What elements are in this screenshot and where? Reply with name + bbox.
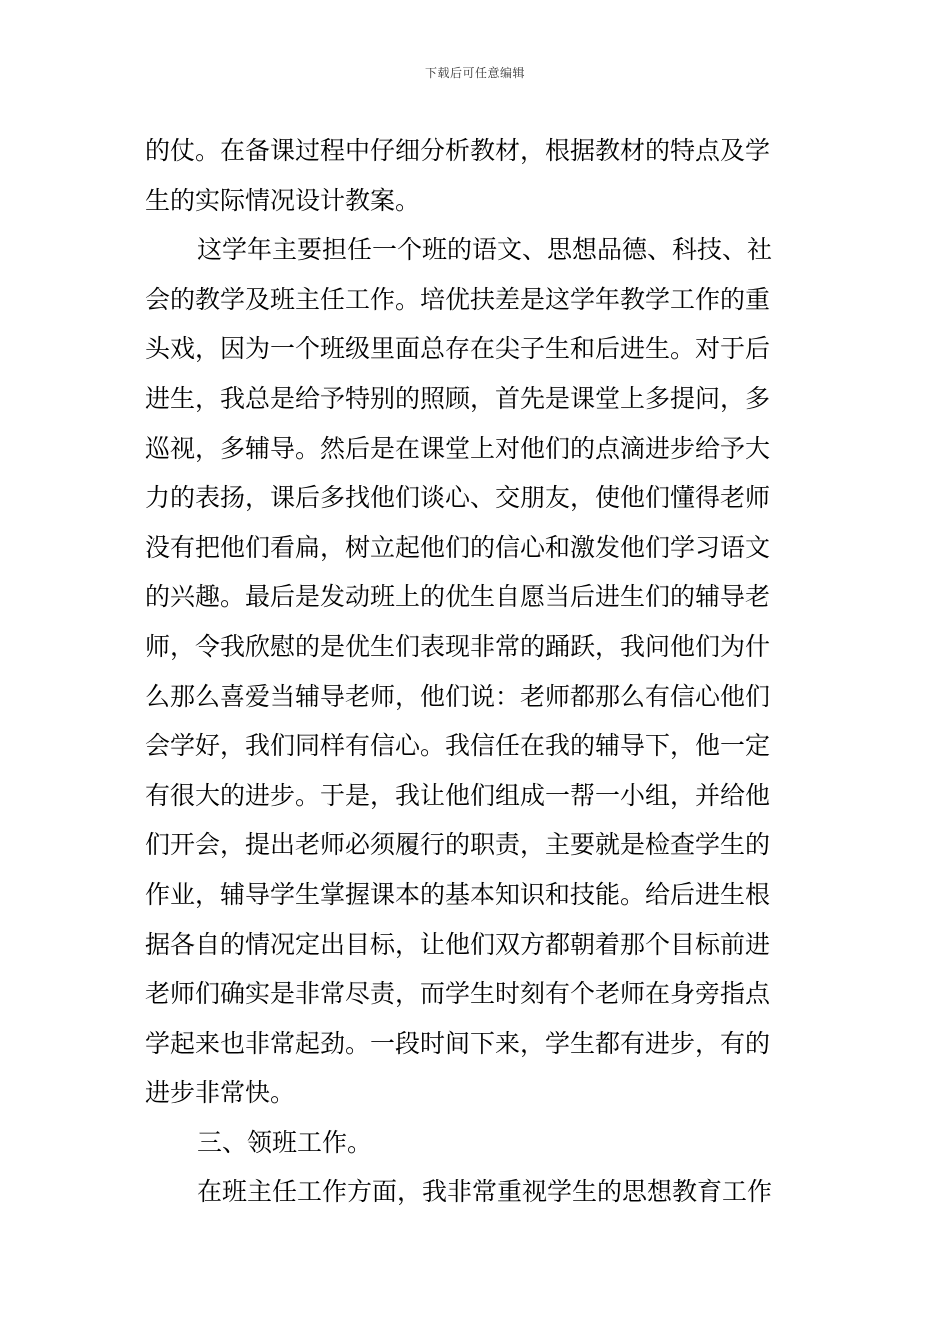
text-line: 们开会，提出老师必须履行的职责，主要就是检查学生的 [145,830,771,860]
document-body [145,126,807,1217]
text-line: 师，令我欣慰的是优生们表现非常的踊跃，我问他们为什 [145,631,771,661]
text-line: 老师们确实是非常尽责，而学生时刻有个老师在身旁指点 [145,979,771,1009]
paragraph-start-line: 这学年主要担任一个班的语文、思想品德、科技、社 [197,235,773,265]
text-line: 据各自的情况定出目标，让他们双方都朝着那个目标前进 [145,929,771,959]
page-header-note: 下载后可任意编辑 [424,66,525,80]
text-line: 没有把他们看扁，树立起他们的信心和激发他们学习语文 [145,532,771,562]
text-line: 么那么喜爱当辅导老师，他们说：老师都那么有信心他们 [145,681,771,711]
text-line: 头戏，因为一个班级里面总存在尖子生和后进生。对于后 [145,334,771,364]
paragraph-start-line: 在班主任工作方面，我非常重视学生的思想教育工作 [197,1177,773,1207]
text-line: 会学好，我们同样有信心。我信任在我的辅导下，他一定 [145,731,771,761]
text-line: 进步非常快。 [145,1078,296,1108]
text-line: 的仗。在备课过程中仔细分析教材，根据教材的特点及学 [145,136,771,165]
text-line: 学起来也非常起劲。一段时间下来，学生都有进步，有的 [145,1028,771,1058]
text-line: 的兴趣。最后是发动班上的优生自愿当后进生们的辅导老 [145,582,771,612]
section-heading: 三、领班工作。 [197,1127,373,1157]
text-line: 巡视，多辅导。然后是在课堂上对他们的点滴进步给予大 [145,433,771,463]
text-line: 会的教学及班主任工作。培优扶差是这学年教学工作的重 [145,284,771,314]
text-line: 作业，辅导学生掌握课本的基本知识和技能。给后进生根 [145,879,771,909]
text-line: 生的实际情况设计教案。 [145,185,421,215]
text-line: 力的表扬，课后多找他们谈心、交朋友，使他们懂得老师 [145,483,771,513]
text-line: 有很大的进步。于是，我让他们组成一帮一小组，并给他 [145,780,771,810]
text-line: 进生，我总是给予特别的照顾，首先是课堂上多提问，多 [145,383,771,413]
